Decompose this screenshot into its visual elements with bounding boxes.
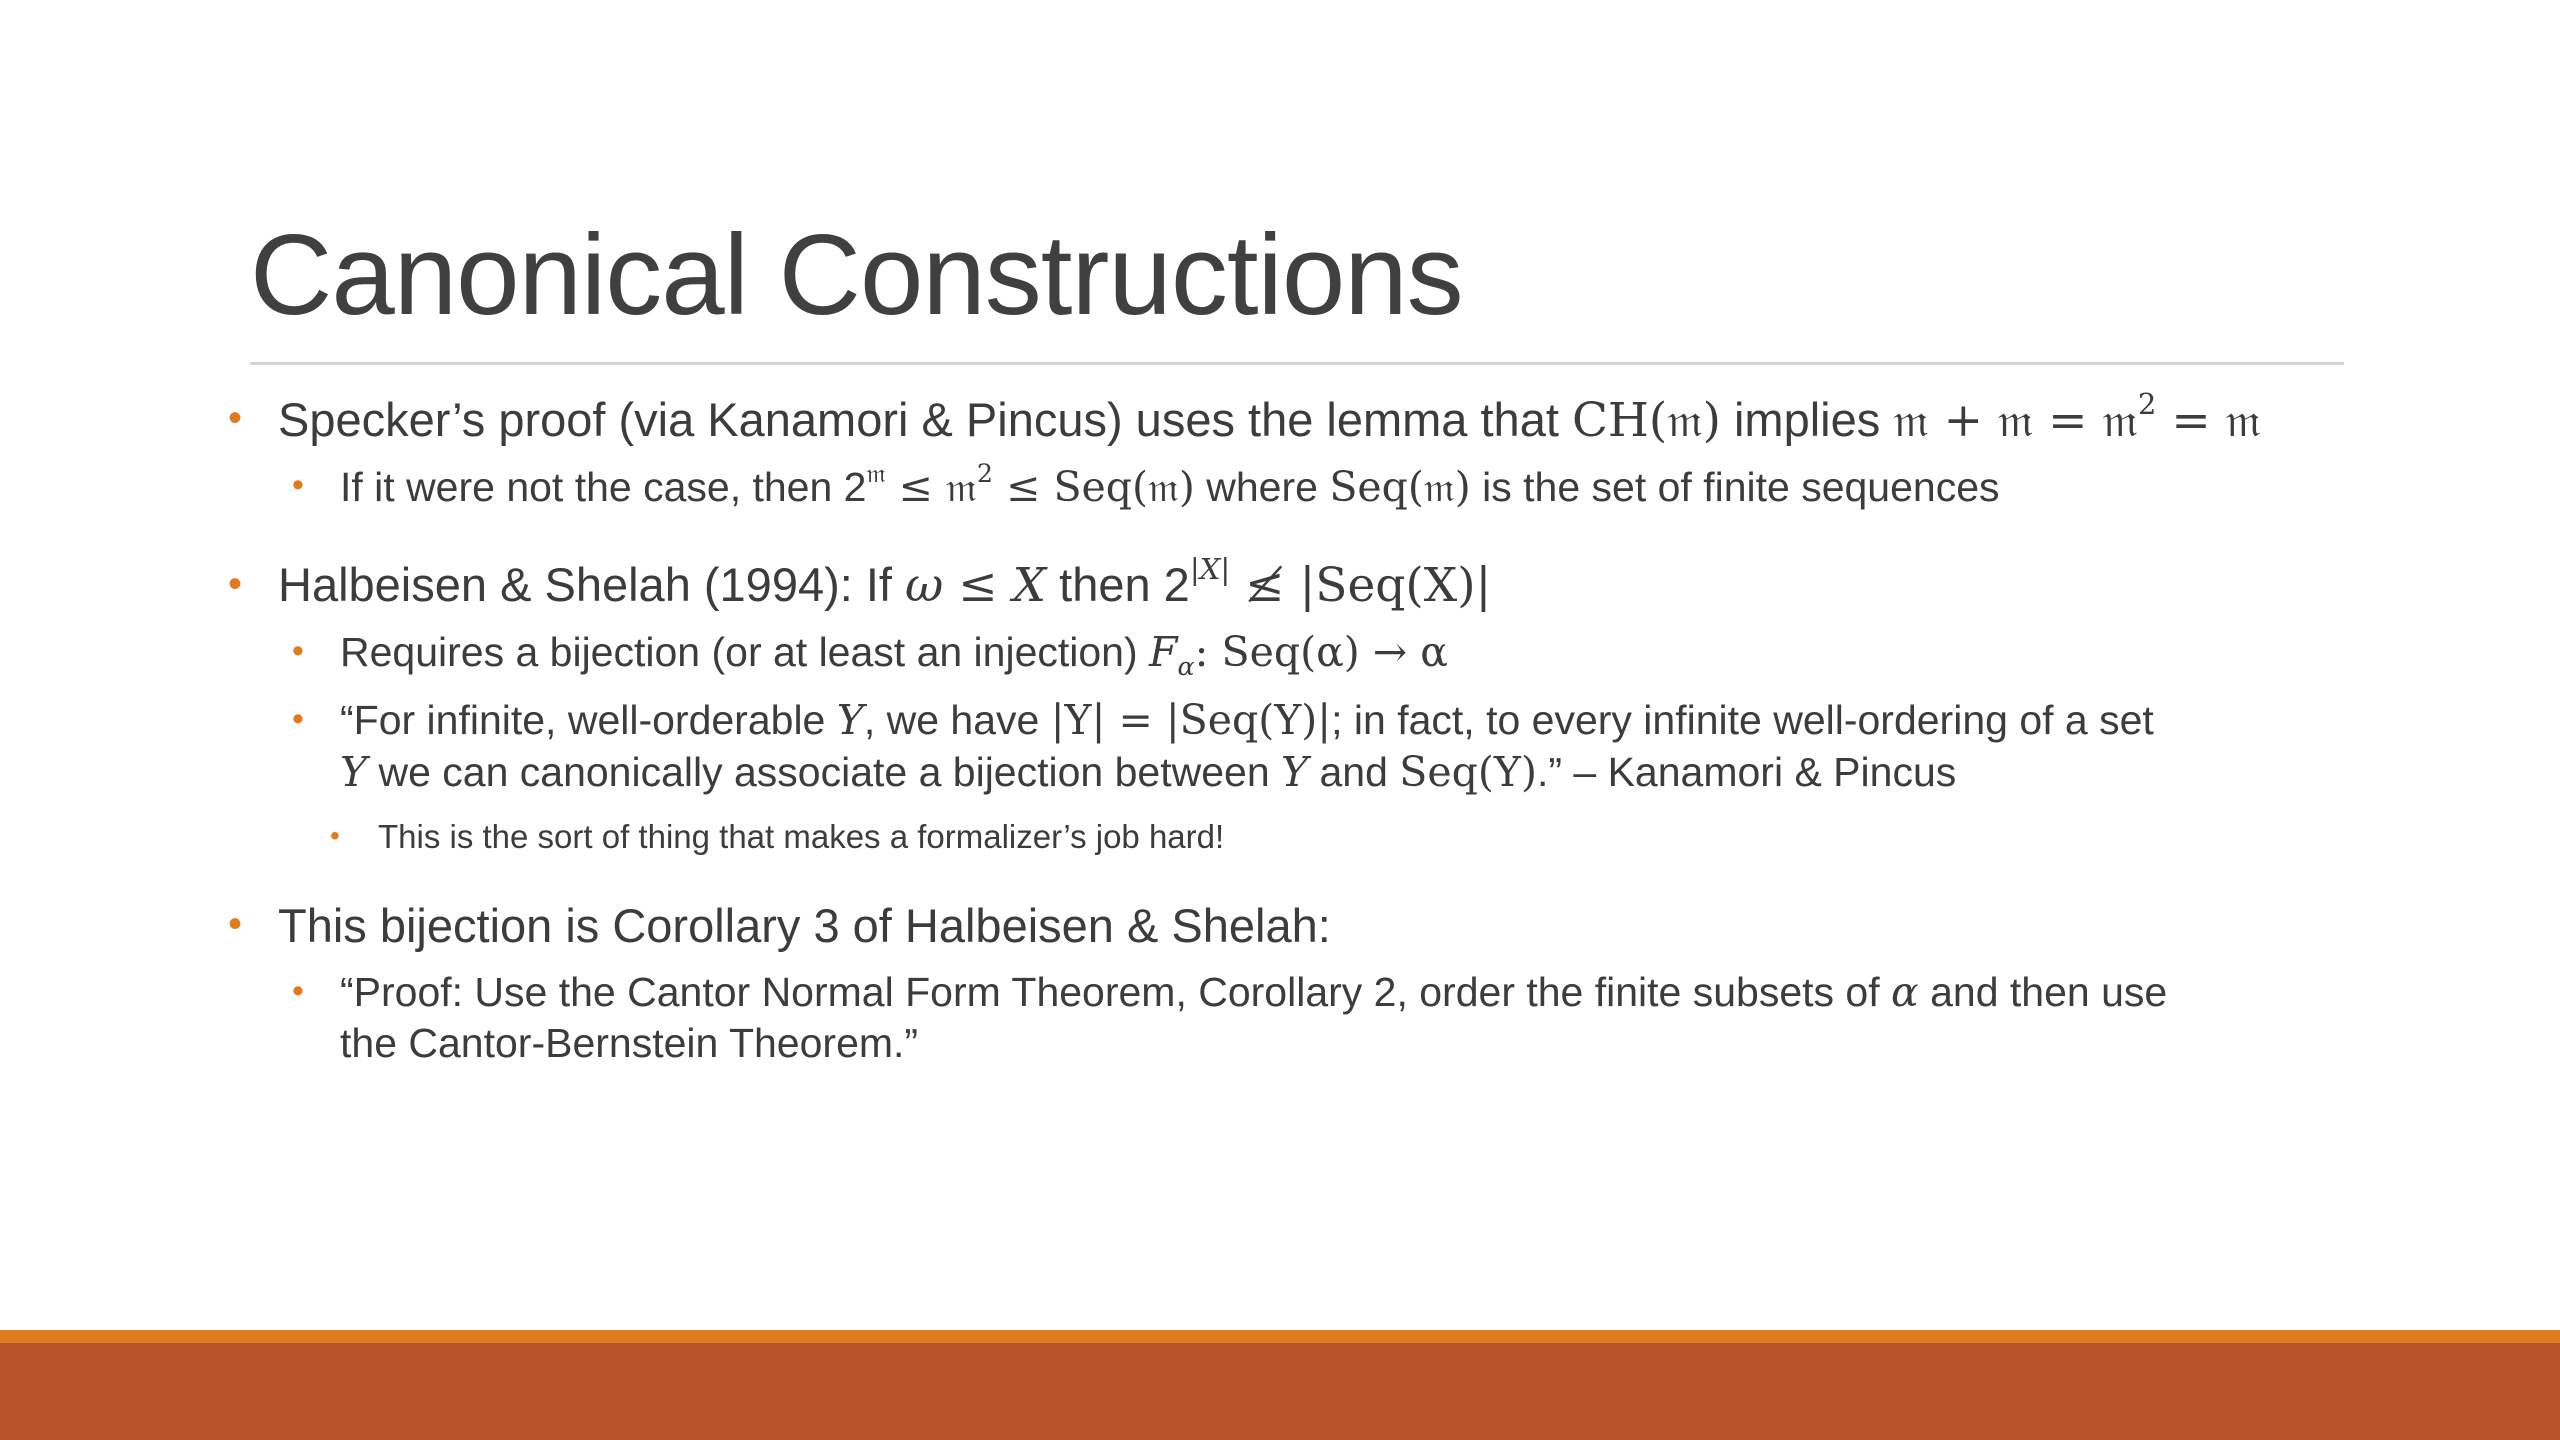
math-span: Y bbox=[836, 696, 864, 744]
math-span: = 𝔪 bbox=[2156, 393, 2261, 448]
text-span: and bbox=[1308, 749, 1400, 795]
math-span: 𝔪 + 𝔪 = 𝔪 bbox=[1893, 393, 2138, 448]
slide-title: Canonical Constructions bbox=[250, 212, 1463, 339]
bullet-corollary-3: This bijection is Corollary 3 of Halbeisen & Shelah: bbox=[278, 899, 1331, 952]
math-superscript: 𝔪 bbox=[866, 457, 886, 488]
math-span: CH(𝔪) bbox=[1571, 393, 1721, 448]
bullet-icon: • bbox=[292, 466, 304, 504]
bullet-halbeisen-shelah bbox=[278, 552, 1492, 613]
sub-bullet-requires-bijection bbox=[340, 628, 1448, 681]
bullet-icon: • bbox=[228, 396, 243, 440]
bullet-icon: • bbox=[292, 972, 304, 1010]
math-superscript: |X| bbox=[1189, 552, 1231, 587]
math-superscript: 2 bbox=[976, 457, 994, 488]
math-span: ≤ Seq(𝔪) bbox=[993, 463, 1195, 511]
bullet-icon: • bbox=[292, 632, 304, 670]
bullet-specker bbox=[278, 387, 2261, 449]
text-span: we can canonically associate a bijection between bbox=[367, 749, 1282, 795]
text-span: “For infinite, well-orderable bbox=[340, 697, 837, 743]
text-span: then 2 bbox=[1046, 558, 1190, 611]
math-span: Seq(Y) bbox=[1399, 748, 1537, 796]
text-span: If it were not the case, then 2 bbox=[340, 464, 867, 510]
math-span: Seq(𝔪) bbox=[1329, 463, 1471, 511]
math-span: : Seq(α) → α bbox=[1194, 628, 1448, 676]
math-span: ≤ 𝔪 bbox=[885, 463, 977, 511]
bullet-icon: • bbox=[228, 562, 243, 606]
math-subscript: α bbox=[1177, 650, 1195, 681]
math-superscript: 2 bbox=[2137, 387, 2157, 422]
text-span: and then use bbox=[1918, 969, 2168, 1015]
math-span: Y bbox=[340, 748, 368, 796]
math-span: ≰ |Seq(X)| bbox=[1230, 558, 1492, 613]
text-span: where bbox=[1194, 464, 1330, 510]
math-span: α bbox=[1891, 968, 1919, 1016]
bullet-icon: • bbox=[330, 820, 340, 851]
text-span: , we have bbox=[863, 697, 1051, 743]
bullet-icon: • bbox=[292, 700, 304, 738]
bullet-icon: • bbox=[228, 902, 243, 946]
math-span: |Y| = |Seq(Y)| bbox=[1050, 696, 1332, 744]
footer-bar bbox=[0, 1343, 2560, 1440]
sub-bullet-proof-line1 bbox=[340, 968, 2167, 1016]
sub-sub-bullet-formalizer: This is the sort of thing that makes a formalizer’s job hard! bbox=[378, 818, 1225, 855]
sub-bullet-proof-line2: the Cantor-Bernstein Theorem.” bbox=[340, 1020, 919, 1066]
text-span: ; in fact, to every infinite well-ordering of a set bbox=[1331, 697, 2154, 743]
sub-bullet-quote-line1 bbox=[340, 696, 2154, 744]
sub-bullet-not-the-case bbox=[340, 457, 2000, 512]
text-span: .” – Kanamori & Pincus bbox=[1536, 749, 1957, 795]
sub-bullet-quote-line2 bbox=[340, 748, 1956, 796]
text-span: Requires a bijection (or at least an injection) bbox=[340, 629, 1150, 675]
footer-accent-stripe bbox=[0, 1330, 2560, 1343]
text-span: Halbeisen & Shelah (1994): If bbox=[278, 558, 906, 611]
math-span: Y bbox=[1281, 748, 1309, 796]
text-span: “Proof: Use the Cantor Normal Form Theorem, Corollary 2, order the finite subsets of bbox=[340, 969, 1892, 1015]
text-span: implies bbox=[1720, 393, 1894, 446]
text-span: is the set of finite sequences bbox=[1470, 464, 2000, 510]
text-span: Specker’s proof (via Kanamori & Pincus) uses the lemma that bbox=[278, 393, 1572, 446]
math-span: F bbox=[1149, 628, 1178, 676]
math-span: ω ≤ X bbox=[905, 558, 1047, 613]
